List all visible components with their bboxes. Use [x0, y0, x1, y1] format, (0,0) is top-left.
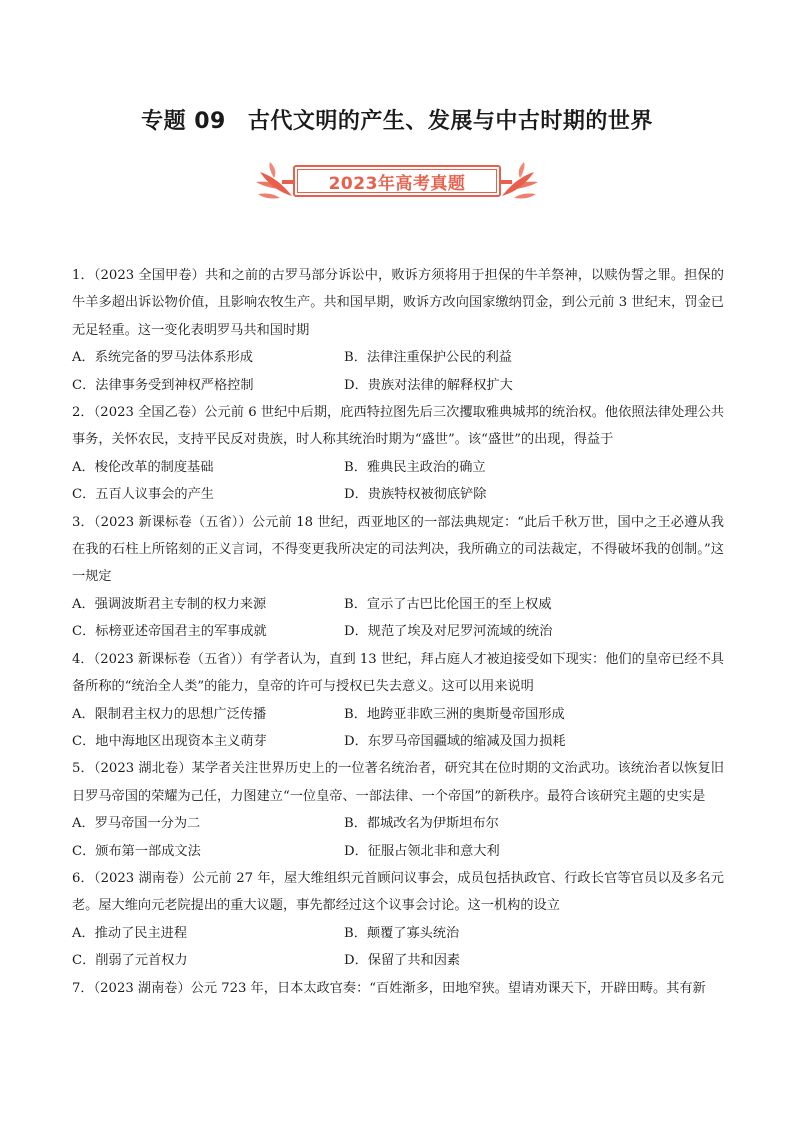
question-options — [72, 701, 724, 756]
option-c: C．地中海地区出现资本主义萌芽 — [72, 733, 267, 749]
question-item — [72, 755, 724, 865]
option-c: C．标榜亚述帝国君主的军事成就 — [72, 624, 267, 640]
page-title — [0, 104, 794, 135]
option-b: B．法律注重保护公民的利益 — [344, 350, 512, 366]
option-c: C．五百人议事会的产生 — [72, 487, 214, 503]
question-item — [72, 399, 724, 509]
option-b: B．雅典民主政治的确立 — [344, 459, 486, 475]
option-b: B．宣示了古巴比伦国王的至上权威 — [344, 596, 552, 612]
question-item — [72, 646, 724, 756]
option-a: A．推动了民主进程 — [72, 925, 188, 941]
option-b: B．都城改名为伊斯坦布尔 — [344, 816, 499, 832]
question-stem: 2．（2023 全国乙卷）公元前 6 世纪中后期，庇西特拉图先后三次攫取雅典城邦的统治权。他依照法律处理公共事务，关怀农民，支持平民反对贵族，时人称其统治时期为“盛世”。该“盛世”的出现，得益于 — [72, 405, 724, 448]
banner-inner-frame — [297, 169, 497, 193]
question-stem: 1．（2023 全国甲卷）共和之前的古罗马部分诉讼中，败诉方须将用于担保的牛羊祭神，以赎伪誓之罪。担保的牛羊多超出诉讼物价值，且影响农牧生产。共和国早期，败诉方改向国家缴纳罚金，到公元前 3 世纪末，罚金已无足轻重。这一变化表明罗马共和国时期 — [72, 268, 724, 338]
option-c: C．法律事务受到神权严格控制 — [72, 377, 254, 393]
section-banner — [0, 160, 794, 204]
option-c: C．削弱了元首权力 — [72, 953, 188, 969]
question-item — [72, 975, 724, 1002]
question-stem: 4．（2023 新课标卷（五省））有学者认为，直到 13 世纪，拜占庭人才被迫接受如下现实：他们的皇帝已经不具备所称的“统治全人类”的能力，皇帝的许可与授权已失去意义。这可以用来说明 — [72, 651, 724, 695]
option-b: B．颠覆了寡头统治 — [344, 925, 460, 941]
question-stem: 3．（2023 新课标卷（五省））公元前 18 世纪，西亚地区的一部法典规定：“此后千秋万世，国中之王必遵从我在我的石柱上所铭刻的正义言词，不得变更我所决定的司法判决，我所确立的司法裁定，不得破坏我的创制。”这一规定 — [72, 514, 724, 585]
question-stem: 5．（2023 湖北卷）某学者关注世界历史上的一位著名统治者，研究其在位时期的文治武功。该统治者以恢复旧日罗马帝国的荣耀为己任，力图建立“一位皇帝、一部法律、一个帝国”的新秩序。最符合该研究主题的史实是 — [72, 761, 724, 804]
question-stem: 6．（2023 湖南卷）公元前 27 年，屋大维组织元首顾问议事会，成员包括执政官、行政长官等官员以及多名元老。屋大维向元老院提出的重大议题，事先都经过这个议事会讨论。这一机构的设立 — [72, 870, 724, 914]
option-d: D．贵族对法律的解释权扩大 — [344, 377, 513, 393]
question-options — [72, 591, 724, 646]
option-c: C．颁布第一部成文法 — [72, 843, 201, 859]
option-d: D．规范了埃及对尼罗河流域的统治 — [344, 624, 553, 640]
option-a: A．强调波斯君主专制的权力来源 — [72, 596, 267, 612]
option-d: D．贵族特权被彻底铲除 — [344, 487, 487, 503]
question-item — [72, 262, 724, 399]
question-item — [72, 865, 724, 975]
question-item — [72, 509, 724, 646]
question-options — [72, 454, 724, 509]
option-d: D．征服占领北非和意大利 — [344, 843, 500, 859]
option-b: B．地跨亚非欧三洲的奥斯曼帝国形成 — [344, 706, 565, 722]
question-options — [72, 810, 724, 865]
option-a: A．罗马帝国一分为二 — [72, 816, 201, 832]
question-stem: 7．（2023 湖南卷）公元 723 年，日本太政官奏：“百姓渐多，田地窄狭。望请劝课天下，开辟田畴。其有新 — [72, 980, 706, 996]
topic-number: 专题 09 — [141, 109, 226, 134]
option-a: A．系统完备的罗马法体系形成 — [72, 350, 253, 366]
question-list — [72, 262, 724, 1002]
option-a: A．限制君主权力的思想广泛传播 — [72, 706, 267, 722]
option-d: D．保留了共和因素 — [344, 953, 461, 969]
option-d: D．东罗马帝国疆域的缩减及国力损耗 — [344, 733, 566, 749]
question-options — [72, 920, 724, 975]
topic-title: 古代文明的产生、发展与中古时期的世界 — [247, 109, 653, 134]
question-options — [72, 344, 724, 399]
banner-label: 2023年高考真题 — [328, 173, 466, 194]
option-a: A．梭伦改革的制度基础 — [72, 459, 214, 475]
